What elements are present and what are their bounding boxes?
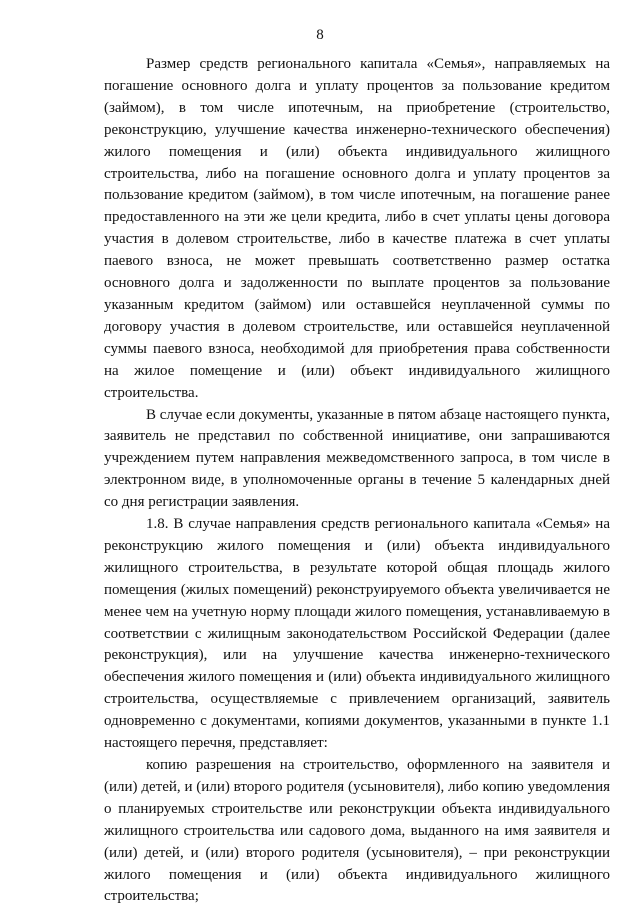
page-number: 8 bbox=[316, 27, 324, 43]
paragraph-interagency-request: В случае если документы, указанные в пятом абзаце настоящего пункта, заявитель не представил по собственной инициативе, они запрашиваются учреждением путем направления межведомственного запроса, в том числе в электронном виде, в уполномоченные органы в течение 5 календарных дней со дня регистрации заявления. bbox=[104, 406, 610, 511]
document-body bbox=[104, 54, 610, 908]
paragraph-section-1-8: 1.8. В случае направления средств регионального капитала «Семья» на реконструкцию жилого помещения и (или) объекта индивидуального жилищного строительства, в результате которой общая площадь жилого помещения (жилых помещений) реконструируемого объекта увеличивается не менее чем на учетную норму площади жилого помещения, устанавливаемую в соответствии с жилищным законодательством Российской Федерации (далее реконструкция), или на улучшение качества инженерно-технического обеспечения жилого помещения и (или) объекта индивидуального жилищного строительства, осуществляемые с привлечением организаций, заявитель одновременно с документами, копиями документов, указанными в пункте 1.1 настоящего перечня, представляет: bbox=[104, 516, 610, 752]
paragraph-building-permit: копию разрешения на строительство, оформленного на заявителя и (или) детей, и (или) второго родителя (усыновителя), либо копию уведомления о планируемых строительстве или реконструкции объекта индивидуального жилищного строительства или садового дома, выданного на имя заявителя и (или) детей, и (или) второго родителя (усыновителя), – при реконструкции жилого помещения и (или) объекта индивидуального жилищного строительства; bbox=[104, 757, 610, 905]
paragraph-capital-limit: Размер средств регионального капитала «Семья», направляемых на погашение основного долга и уплату процентов за пользование кредитом (займом), в том числе ипотечным, на приобретение (строительство, реконструкцию, улучшение качества инженерно-технического обеспечения) жилого помещения и (или) объекта индивидуального жилищного строительства, либо на погашение основного долга и уплату процентов за пользование кредитом (займом), в том числе ипотечным, на погашение ранее предоставленного на эти же цели кредита, либо в счет уплаты цены договора участия в долевом строительстве, либо в качестве платежа в счет уплаты паевого взноса, не может превышать соответственно размер остатка основного долга и задолженности по выплате процентов за пользование указанным кредитом (займом) или оставшейся неуплаченной суммы по договору участия в долевом строительстве, или оставшейся неуплаченной суммы паевого взноса, необходимой для приобретения права собственности на жилое помещение и (или) объект индивидуального жилищного строительства. bbox=[104, 56, 610, 401]
